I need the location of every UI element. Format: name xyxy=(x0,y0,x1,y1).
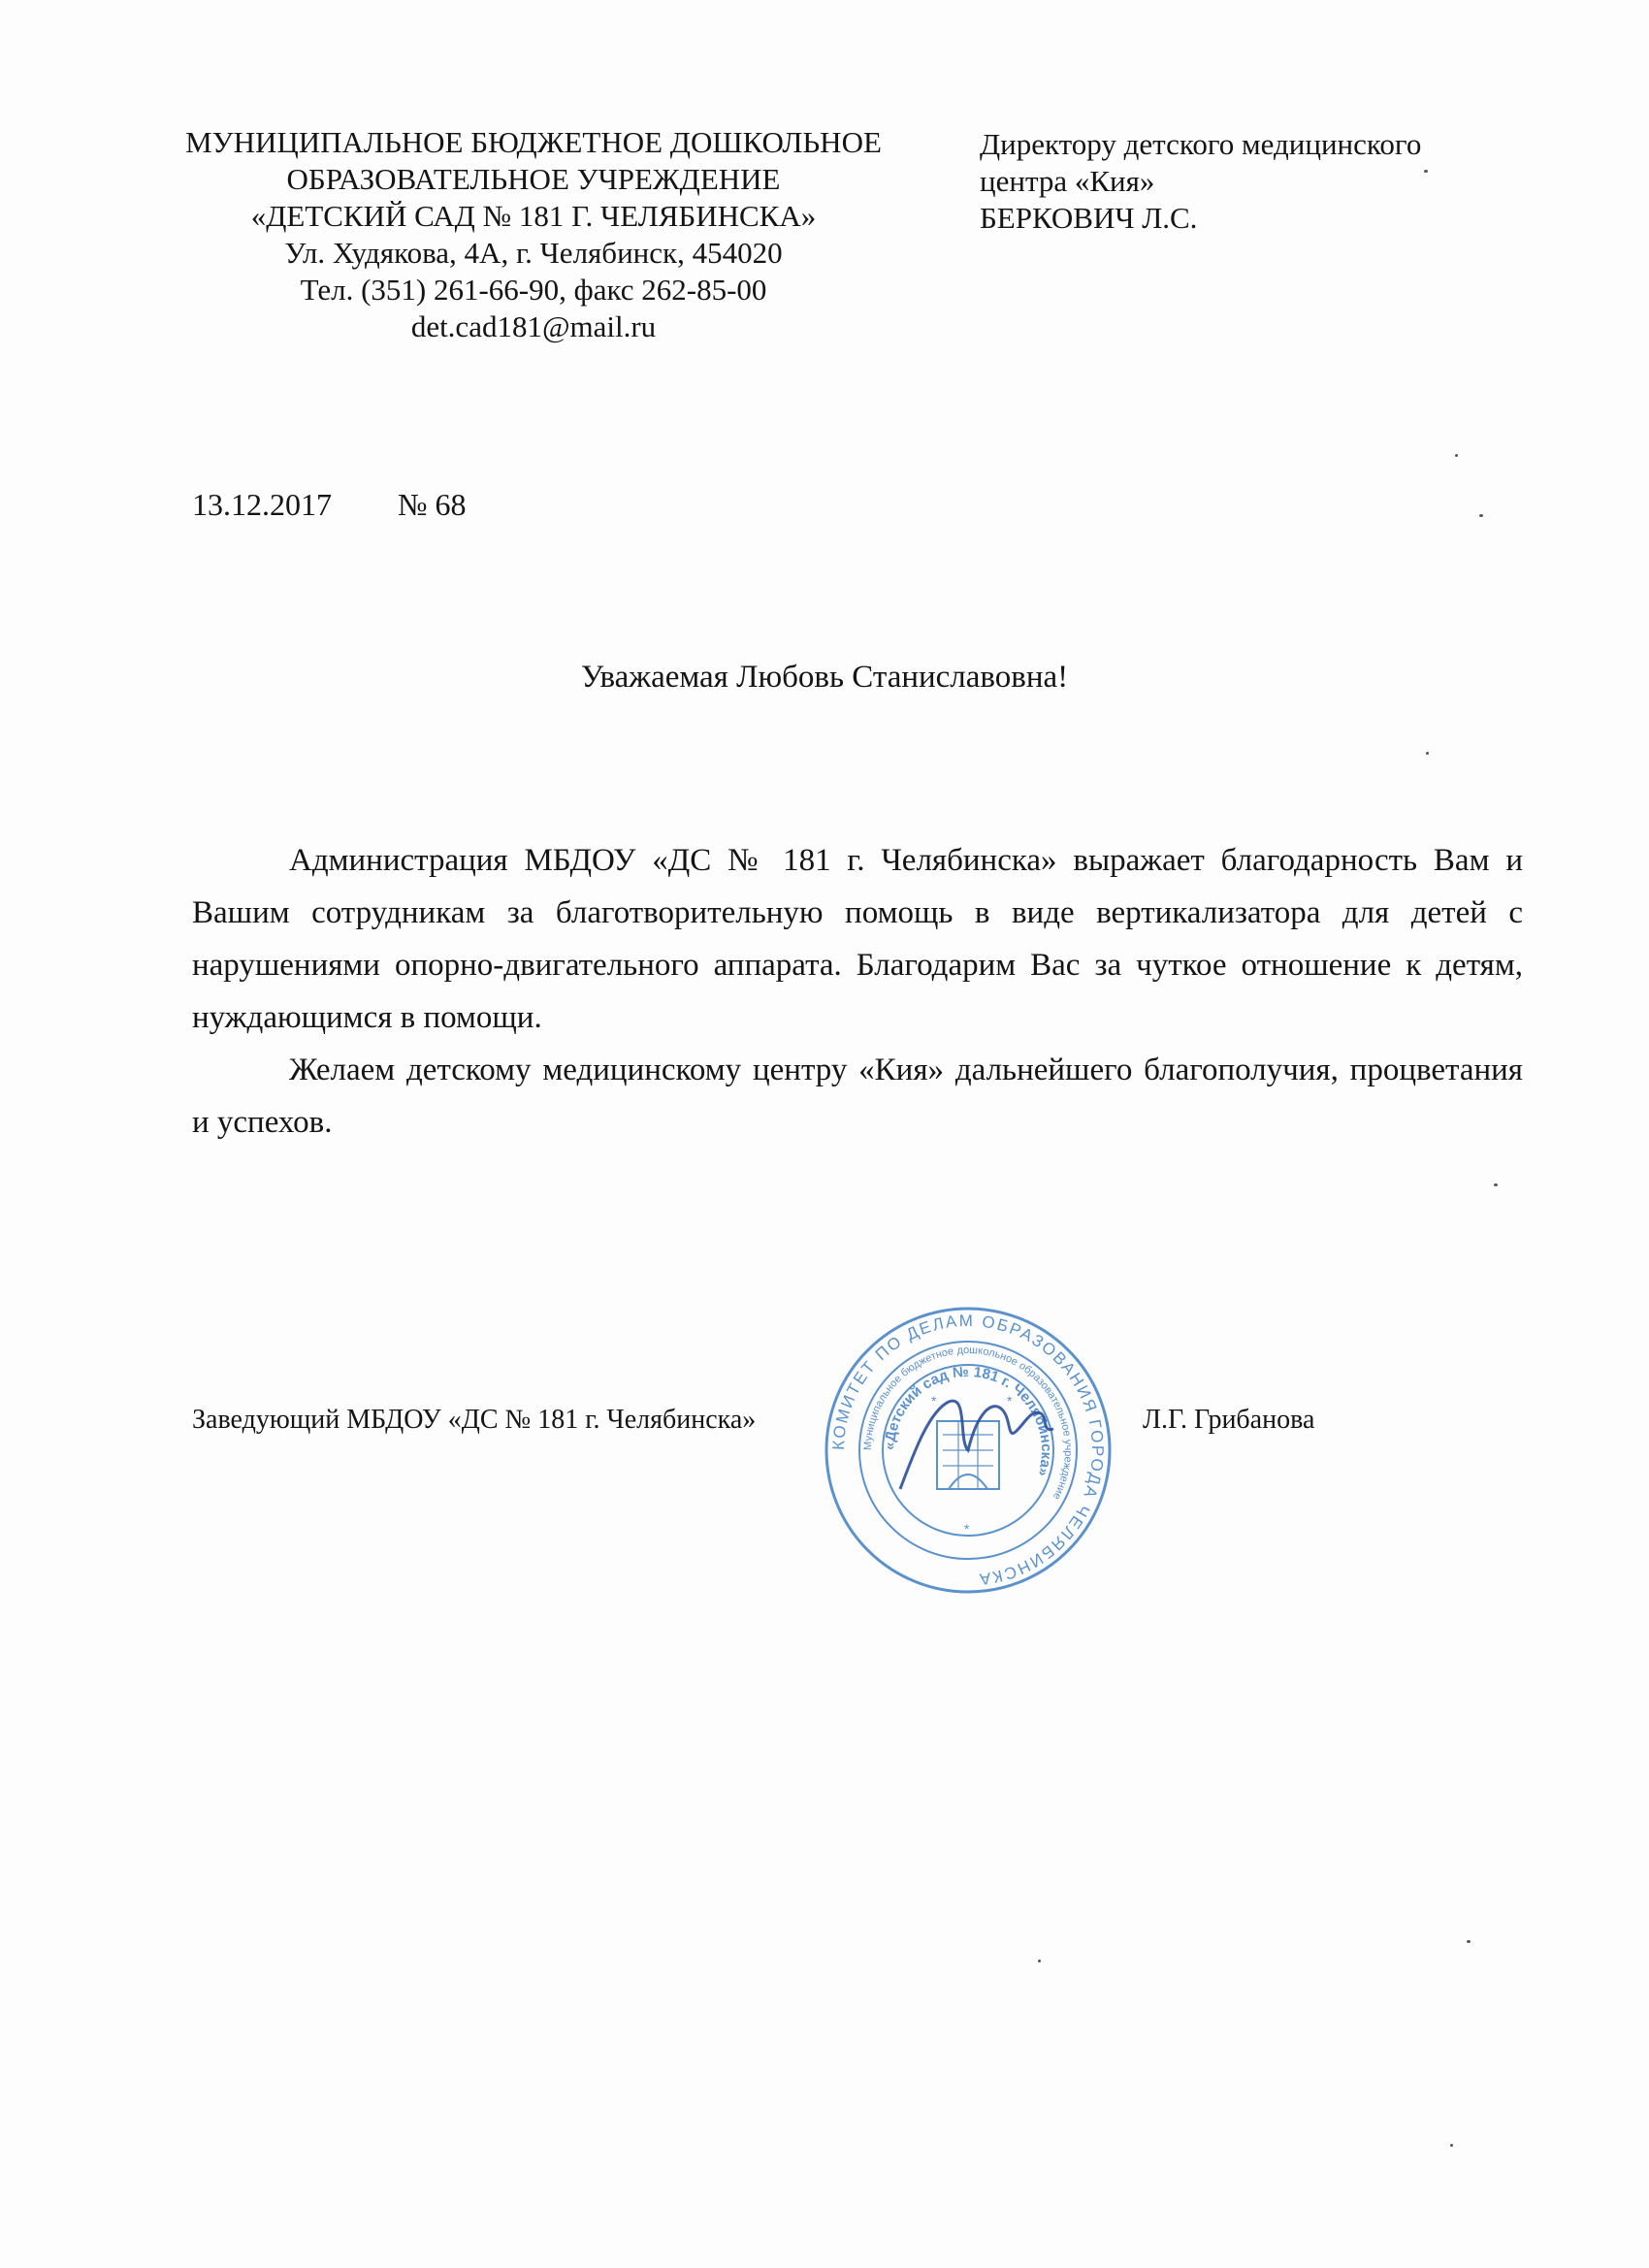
signatory-position: Заведующий МБДОУ «ДС № 181 г. Челябинска» xyxy=(192,1405,757,1435)
letter-body xyxy=(192,834,1523,1149)
document-meta xyxy=(192,487,467,523)
handwritten-signature xyxy=(900,1401,1053,1489)
document-number: № 68 xyxy=(398,487,467,522)
stamp-middle-text: Муниципальное бюджетное дошкольное образовательное учреждение xyxy=(861,1344,1075,1502)
org-email: det.cad181@mail.ru xyxy=(410,309,657,343)
stamp-inner-text: «Детский сад № 181 г. Челябинска» xyxy=(881,1363,1055,1478)
greeting: Уважаемая Любовь Станиславовна! xyxy=(580,660,1069,695)
org-address: Ул. Худякова, 4А, г. Челябинск, 454020 xyxy=(284,236,783,270)
svg-text:*: * xyxy=(964,1521,970,1537)
scan-speck xyxy=(1494,1183,1498,1186)
svg-text:*: * xyxy=(931,1393,937,1409)
body-paragraph-2: Желаем детскому медицинскому центру «Кия» дальнейшего благополучия, процветания и успехов. xyxy=(192,1053,1523,1140)
scan-speck xyxy=(1467,1940,1471,1943)
scan-speck xyxy=(1424,170,1428,173)
organization-header xyxy=(146,124,922,345)
org-name-line-3: «ДЕТСКИЙ САД № 181 Г. ЧЕЛЯБИНСКА» xyxy=(250,199,817,233)
scan-speck xyxy=(1479,514,1483,517)
org-phone: Тел. (351) 261-66-90, факс 262-85-00 xyxy=(300,273,767,307)
scan-speck xyxy=(1450,2144,1453,2147)
org-name-line-2: ОБРАЗОВАТЕЛЬНОЕ УЧРЕЖДЕНИЕ xyxy=(286,162,781,196)
official-stamp xyxy=(823,1305,1114,1596)
addressee-block xyxy=(980,126,1421,237)
svg-text:*: * xyxy=(1007,1393,1013,1409)
stamp-outer-text: КОМИТЕТ ПО ДЕЛАМ ОБРАЗОВАНИЯ ГОРОДА ЧЕЛЯБИНСКА xyxy=(828,1311,1108,1589)
addressee-line-3: БЕРКОВИЧ Л.С. xyxy=(980,201,1198,235)
stamp-emblem xyxy=(937,1421,999,1489)
body-paragraph-1: Администрация МБДОУ «ДС № 181 г. Челябинска» выражает благодарность Вам и Вашим сотрудникам за благотворительную помощь в виде вертикализатора для детей с нарушениями опорно-двигательного аппарата. Благодарим Вас за чуткое отношение к детям, нуждающимся в помощи. xyxy=(192,843,1523,1035)
addressee-line-2: центра «Кия» xyxy=(980,164,1155,198)
org-name-line-1: МУНИЦИПАЛЬНОЕ БЮДЖЕТНОЕ ДОШКОЛЬНОЕ xyxy=(185,125,882,159)
scan-speck xyxy=(1038,1960,1041,1962)
document-date: 13.12.2017 xyxy=(192,487,332,522)
addressee-line-1: Директору детского медицинского xyxy=(980,127,1422,161)
scan-speck xyxy=(1455,454,1458,457)
signatory-name: Л.Г. Грибанова xyxy=(1143,1405,1315,1435)
scan-speck xyxy=(1426,752,1429,755)
